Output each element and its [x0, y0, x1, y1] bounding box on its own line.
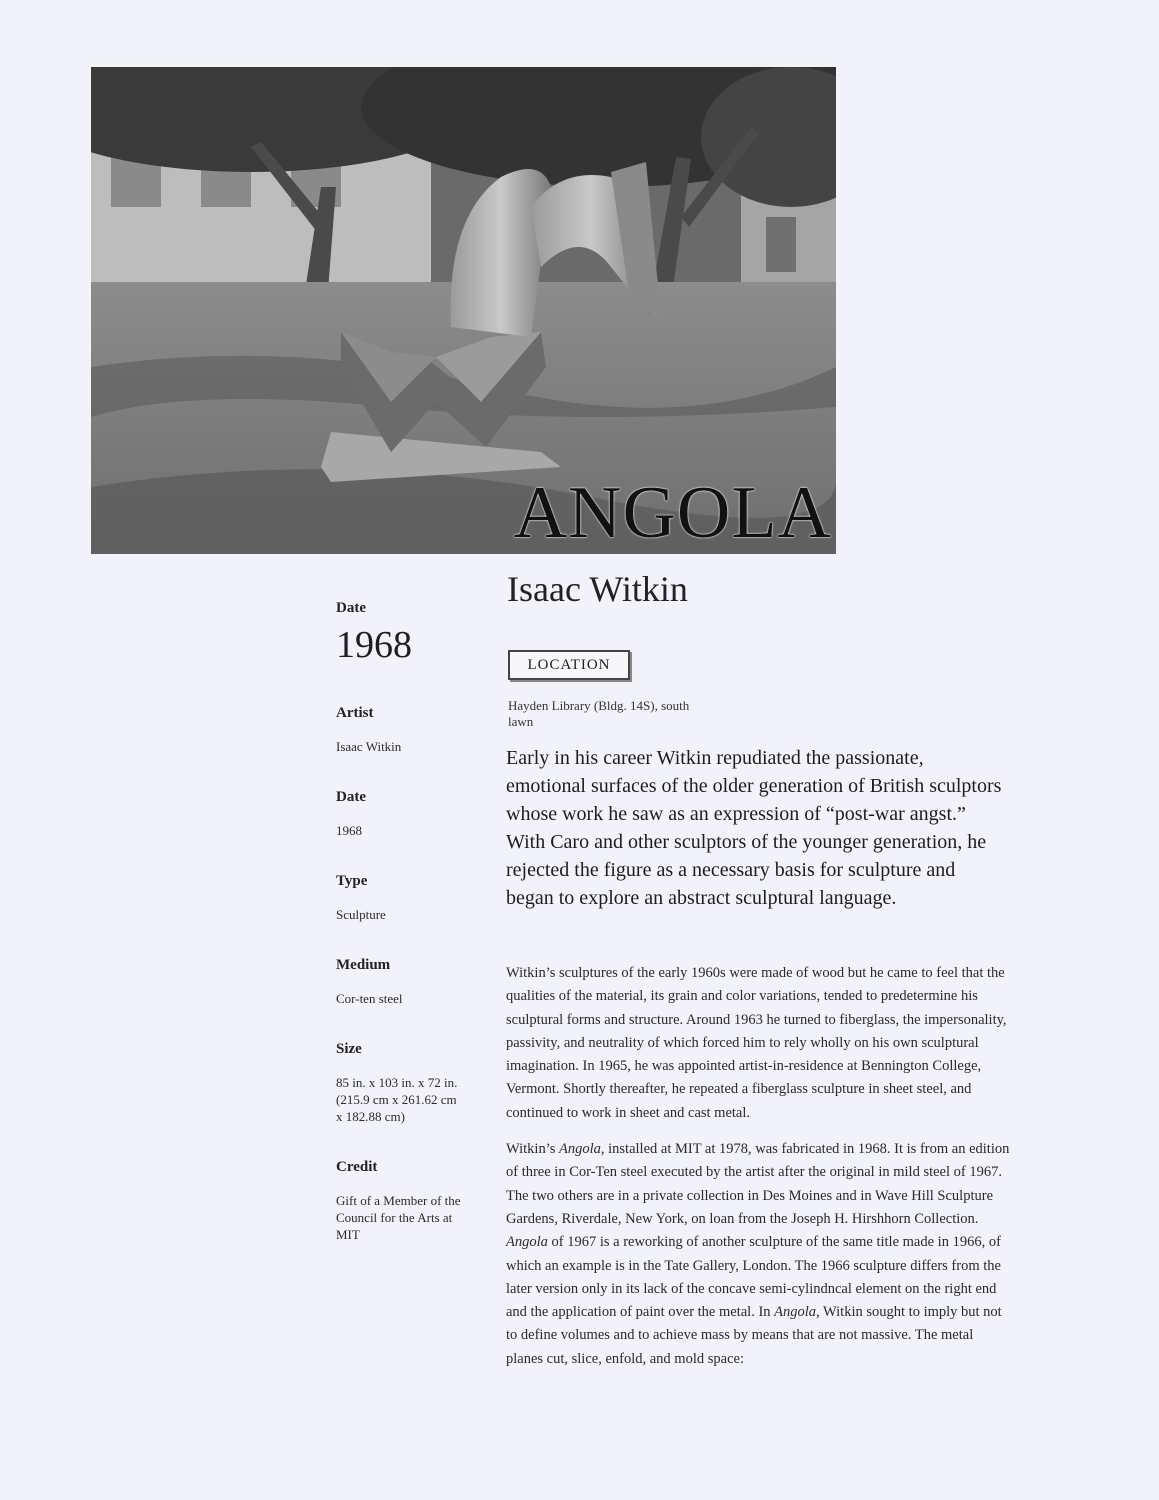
text-run: of 1967 is a reworking of another sculpture of the same title made in 1966, of which an example is in the Tate Gallery, London. The 1966 sculpture differs from the later version only in its lack of the concave semi-cylindncal element on the right end and the application of paint over the metal. In	[506, 1234, 1001, 1321]
date-large: 1968	[336, 624, 412, 666]
field-value: Sculpture	[336, 907, 386, 922]
field-value: 85 in. x 103 in. x 72 in. (215.9 cm x 261.62 cm x 182.88 cm)	[336, 1075, 458, 1124]
text-run: Witkin’s	[506, 1141, 559, 1158]
intro-paragraph: Early in his career Witkin repudiated the passionate, emotional surfaces of the older generation of British sculptors whose work he saw as an expression of “post-war angst.” With Caro and other sculptors of the younger generation, he rejected the figure as a necessary basis for sculpture and began to explore an abstract sculptural language.	[506, 747, 1002, 909]
location-label-box: LOCATION	[508, 650, 630, 680]
text-run: , installed at MIT at 1978, was fabricated in 1968. It is from an edition of three in Cor-Ten steel executed by the artist after the original in mild steel of 1967. The two others are in a private collection in Des Moines and in Wave Hill Sculpture Gardens, Riverdale, New York, on loan from the Joseph H. Hirshhorn Collection.	[506, 1141, 1010, 1227]
field-label: Artist	[336, 705, 374, 721]
artwork-title-italic: Angola	[559, 1141, 601, 1158]
field-medium	[336, 957, 466, 1007]
artwork-title-italic: Angola	[506, 1234, 548, 1251]
field-label: Date	[336, 789, 366, 805]
field-credit	[336, 1159, 466, 1243]
field-label: Medium	[336, 957, 391, 973]
artwork-title: ANGOLA	[513, 472, 832, 554]
field-label: Credit	[336, 1159, 378, 1175]
text-run: , Witkin sought to imply but not to define volumes and to achieve mass by means that are not massive. The metal planes cut, slice, enfold, and mold space:	[506, 1304, 1002, 1367]
field-value: Cor-ten steel	[336, 991, 403, 1006]
field-value: Gift of a Member of the Council for the Arts at MIT	[336, 1193, 461, 1242]
artist-heading: Isaac Witkin	[507, 569, 688, 609]
field-value: Isaac Witkin	[336, 739, 402, 754]
field-label: Type	[336, 873, 368, 889]
field-date	[336, 789, 466, 839]
field-type	[336, 873, 466, 923]
field-artist	[336, 705, 466, 755]
metadata-sidebar	[336, 600, 466, 1277]
body-paragraph-1: Witkin’s sculptures of the early 1960s were made of wood but he came to feel that the qualities of the material, its grain and color variations, tended to predetermine his sculptural forms and structure. Around 1963 he turned to fiberglass, the impersonality, passivity, and neutrality of which forced him to rely wholly on his own sculptural imagination. In 1965, he was appointed artist-in-residence at Bennington College, Vermont. Shortly thereafter, he repeated a fiberglass sculpture in sheet steel, and continued to work in sheet and cast metal.	[506, 965, 1007, 1121]
field-value: 1968	[336, 823, 362, 838]
artwork-title-italic: Angola	[774, 1304, 817, 1321]
field-size	[336, 1041, 466, 1125]
body-text	[506, 962, 1011, 1384]
date-label: Date	[336, 600, 366, 616]
sculpture-photo	[91, 67, 836, 554]
body-paragraph-2	[506, 1138, 1011, 1371]
field-label: Size	[336, 1041, 362, 1057]
location-text: Hayden Library (Bldg. 14S), south lawn	[508, 698, 690, 729]
